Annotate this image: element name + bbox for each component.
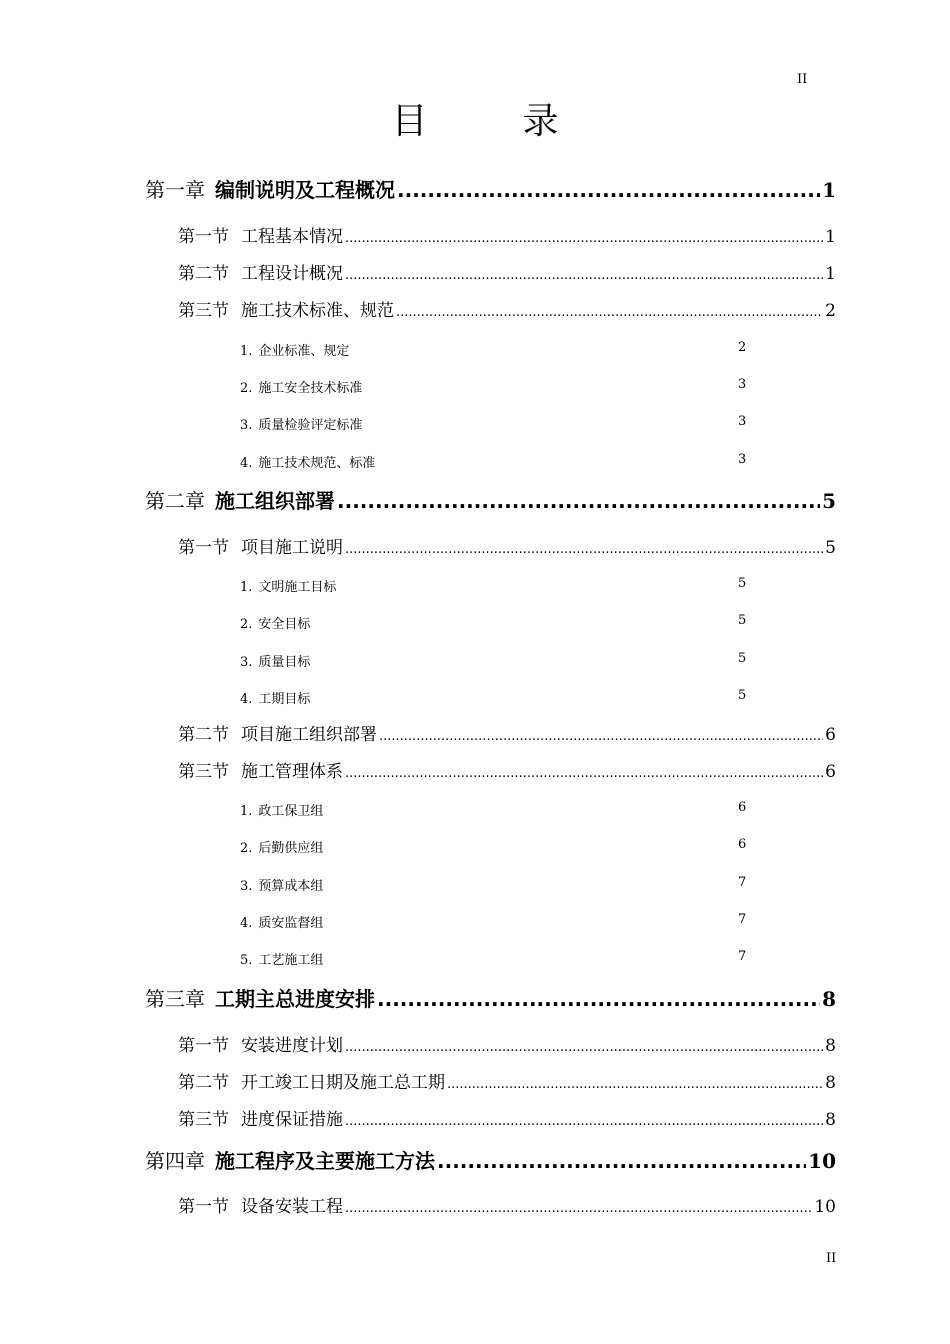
item-page: 5 xyxy=(738,576,747,591)
toc-section-4-1[interactable] xyxy=(178,1192,836,1217)
chapter-title: 施工程序及主要施工方法 xyxy=(215,1149,435,1173)
toc-item-2-3-1[interactable] xyxy=(240,800,750,819)
item-number: 2. xyxy=(240,381,253,396)
item-number: 5. xyxy=(240,953,253,968)
section-page: 10 xyxy=(814,1197,836,1217)
section-label: 第三节 xyxy=(178,301,229,321)
toc-item-1-3-1[interactable] xyxy=(240,340,750,359)
toc-item-2-3-3[interactable] xyxy=(240,875,750,894)
section-title: 开工竣工日期及施工总工期 xyxy=(241,1073,445,1093)
item-page: 3 xyxy=(738,452,747,467)
toc-section-2-1[interactable] xyxy=(178,533,836,558)
section-page: 1 xyxy=(825,227,836,247)
item-page: 7 xyxy=(738,949,747,964)
item-number: 1. xyxy=(240,344,253,359)
chapter-title: 编制说明及工程概况 xyxy=(215,178,395,202)
section-title: 施工管理体系 xyxy=(241,762,343,782)
toc-section-2-3[interactable] xyxy=(178,757,836,782)
section-label: 第三节 xyxy=(178,1110,229,1130)
item-title: 企业标准、规定 xyxy=(258,344,350,359)
item-number: 1. xyxy=(240,804,253,819)
section-label: 第一节 xyxy=(178,1197,229,1217)
toc-section-3-3[interactable] xyxy=(178,1105,836,1130)
item-number: 4. xyxy=(240,456,253,471)
section-title: 进度保证措施 xyxy=(241,1110,343,1130)
item-title: 后勤供应组 xyxy=(258,841,324,856)
item-title: 质量目标 xyxy=(258,655,311,670)
section-title: 项目施工组织部署 xyxy=(241,725,377,745)
leader-dots xyxy=(345,231,823,246)
toc-section-1-3[interactable] xyxy=(178,296,836,321)
section-title: 设备安装工程 xyxy=(241,1197,343,1217)
item-number: 3. xyxy=(240,879,253,894)
section-label: 第三节 xyxy=(178,762,229,782)
toc-item-2-3-2[interactable] xyxy=(240,837,750,856)
section-page: 6 xyxy=(825,762,836,782)
toc-item-2-3-4[interactable] xyxy=(240,912,750,931)
leader-dots xyxy=(345,542,823,557)
leader-dots xyxy=(337,489,820,513)
item-number: 3. xyxy=(240,655,253,670)
section-title: 施工技术标准、规范 xyxy=(241,301,394,321)
section-label: 第一节 xyxy=(178,1036,229,1056)
item-title: 质安监督组 xyxy=(258,916,324,931)
item-number: 4. xyxy=(240,692,253,707)
chapter-label: 第一章 xyxy=(145,178,205,202)
section-page: 1 xyxy=(825,264,836,284)
toc-item-1-3-2[interactable] xyxy=(240,377,750,396)
item-page: 3 xyxy=(738,414,747,429)
chapter-title: 施工组织部署 xyxy=(215,489,335,513)
title-char-1: 目 xyxy=(391,101,428,142)
section-page: 8 xyxy=(825,1073,836,1093)
toc-section-3-2[interactable] xyxy=(178,1068,836,1093)
toc-item-1-3-3[interactable] xyxy=(240,414,750,433)
item-title: 工艺施工组 xyxy=(258,953,324,968)
toc-item-1-3-4[interactable] xyxy=(240,452,750,471)
item-page: 3 xyxy=(738,377,747,392)
section-label: 第二节 xyxy=(178,725,229,745)
item-title: 工期目标 xyxy=(258,692,311,707)
item-title: 文明施工目标 xyxy=(258,580,337,595)
chapter-page: 10 xyxy=(808,1149,836,1173)
item-number: 1. xyxy=(240,580,253,595)
leader-dots xyxy=(345,1201,812,1216)
toc-chapter-1[interactable] xyxy=(145,174,836,203)
leader-dots xyxy=(345,268,823,283)
item-page: 5 xyxy=(738,651,747,666)
leader-dots xyxy=(397,178,820,202)
item-page: 5 xyxy=(738,688,747,703)
section-page: 8 xyxy=(825,1110,836,1130)
page-title xyxy=(0,100,950,144)
toc-chapter-3[interactable] xyxy=(145,983,836,1012)
toc-item-2-1-3[interactable] xyxy=(240,651,750,670)
section-title: 项目施工说明 xyxy=(241,538,343,558)
chapter-title: 工期主总进度安排 xyxy=(215,987,375,1011)
item-title: 安全目标 xyxy=(258,617,311,632)
section-page: 5 xyxy=(825,538,836,558)
section-title: 工程基本情况 xyxy=(241,227,343,247)
chapter-label: 第二章 xyxy=(145,489,205,513)
item-title: 预算成本组 xyxy=(258,879,324,894)
item-page: 7 xyxy=(738,912,747,927)
page-number-top: II xyxy=(797,72,808,87)
item-number: 2. xyxy=(240,617,253,632)
item-title: 质量检验评定标准 xyxy=(258,418,363,433)
leader-dots xyxy=(345,1114,823,1129)
title-char-2: 录 xyxy=(522,101,559,142)
section-label: 第一节 xyxy=(178,538,229,558)
leader-dots xyxy=(396,305,823,320)
section-page: 2 xyxy=(825,301,836,321)
section-title: 工程设计概况 xyxy=(241,264,343,284)
chapter-label: 第四章 xyxy=(145,1149,205,1173)
item-title: 政工保卫组 xyxy=(258,804,324,819)
toc-item-2-1-2[interactable] xyxy=(240,613,750,632)
item-number: 2. xyxy=(240,841,253,856)
item-page: 5 xyxy=(738,613,747,628)
item-number: 4. xyxy=(240,916,253,931)
toc-section-1-1[interactable] xyxy=(178,222,836,247)
toc-item-2-1-4[interactable] xyxy=(240,688,750,707)
section-label: 第二节 xyxy=(178,1073,229,1093)
leader-dots xyxy=(377,987,820,1011)
leader-dots xyxy=(345,766,823,781)
section-label: 第一节 xyxy=(178,227,229,247)
item-page: 6 xyxy=(738,837,747,852)
toc-chapter-4[interactable] xyxy=(145,1145,836,1174)
leader-dots xyxy=(437,1149,806,1173)
section-title: 安装进度计划 xyxy=(241,1036,343,1056)
section-page: 6 xyxy=(825,725,836,745)
item-page: 6 xyxy=(738,800,747,815)
toc-section-3-1[interactable] xyxy=(178,1031,836,1056)
chapter-page: 1 xyxy=(822,178,836,202)
toc-chapter-2[interactable] xyxy=(145,485,836,514)
chapter-page: 5 xyxy=(822,489,836,513)
toc-item-2-3-5[interactable] xyxy=(240,949,750,968)
page-number-bottom: II xyxy=(826,1251,837,1266)
toc-section-1-2[interactable] xyxy=(178,259,836,284)
chapter-page: 8 xyxy=(822,987,836,1011)
leader-dots xyxy=(345,1040,823,1055)
item-title: 施工安全技术标准 xyxy=(258,381,363,396)
toc-item-2-1-1[interactable] xyxy=(240,576,750,595)
item-title: 施工技术规范、标准 xyxy=(258,456,376,471)
item-number: 3. xyxy=(240,418,253,433)
item-page: 2 xyxy=(738,340,747,355)
leader-dots xyxy=(447,1077,823,1092)
item-page: 7 xyxy=(738,875,747,890)
toc-section-2-2[interactable] xyxy=(178,720,836,745)
section-page: 8 xyxy=(825,1036,836,1056)
chapter-label: 第三章 xyxy=(145,987,205,1011)
section-label: 第二节 xyxy=(178,264,229,284)
leader-dots xyxy=(379,729,823,744)
